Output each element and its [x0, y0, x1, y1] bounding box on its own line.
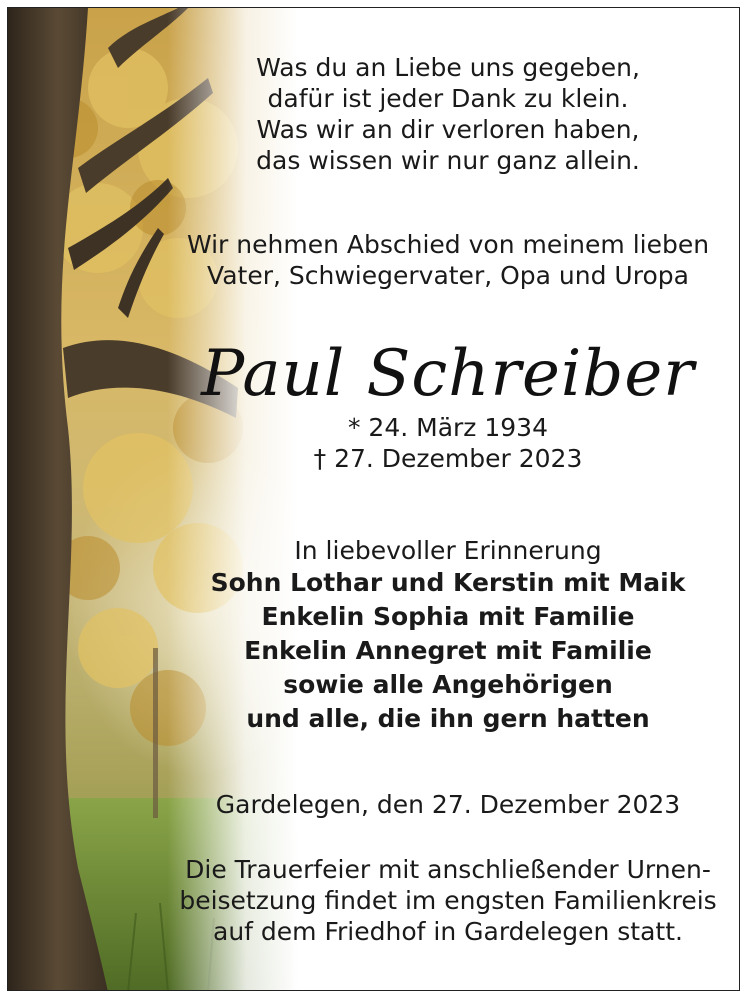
obituary-notice: [7, 7, 740, 991]
funeral-line: Die Trauerfeier mit anschließender Urnen-: [185, 855, 711, 884]
memory-intro: In liebevoller Erinnerung: [294, 536, 602, 565]
mourner-line: sowie alle Angehörigen: [283, 670, 613, 699]
mourner-line: Enkelin Annegret mit Familie: [244, 636, 652, 665]
farewell-text: [158, 229, 738, 291]
place-date: [158, 789, 738, 820]
funeral-line: auf dem Friedhof in Gardelegen statt.: [213, 917, 683, 946]
poem-line: dafür ist jeder Dank zu klein.: [267, 84, 629, 113]
mourner-line: Enkelin Sophia mit Familie: [261, 602, 635, 631]
deceased-name: Paul Schreiber: [201, 337, 695, 411]
poem: [158, 52, 738, 176]
farewell-line: Vater, Schwiegervater, Opa und Uropa: [207, 261, 689, 290]
memory-block: [158, 535, 738, 736]
deceased-block: [158, 336, 738, 474]
farewell-line: Wir nehmen Abschied von meinem lieben: [186, 230, 710, 259]
poem-line: das wissen wir nur ganz allein.: [256, 146, 640, 175]
death-date: † 27. Dezember 2023: [313, 444, 583, 473]
place-date-line: Gardelegen, den 27. Dezember 2023: [215, 790, 681, 819]
poem-line: Was wir an dir verloren haben,: [256, 115, 640, 144]
mourner-line: und alle, die ihn gern hatten: [246, 704, 650, 733]
birth-date: * 24. März 1934: [347, 413, 548, 442]
mourner-line: Sohn Lothar und Kerstin mit Maik: [210, 568, 686, 597]
poem-line: Was du an Liebe uns gegeben,: [256, 53, 640, 82]
funeral-line: beisetzung findet im engsten Familienkreis: [179, 886, 717, 915]
funeral-info: [158, 854, 738, 947]
